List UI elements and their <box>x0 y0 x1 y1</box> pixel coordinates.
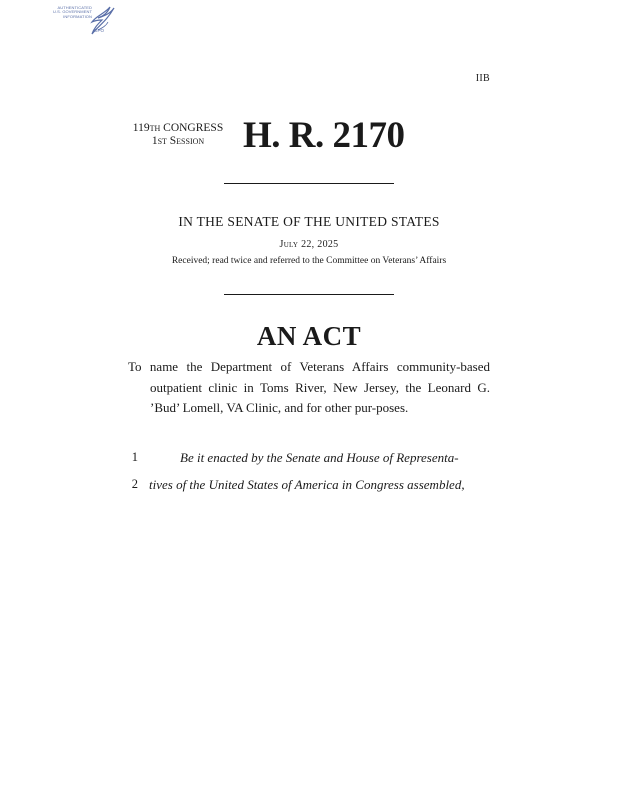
seal-line: INFORMATION <box>63 13 92 19</box>
seal-line: U.S. GOVERNMENT <box>52 9 92 15</box>
enacting-clause-line: Be it enacted by the Senate and House of Representa- <box>180 450 459 465</box>
document-marker: IIB <box>475 73 490 84</box>
gpo-seal <box>52 4 118 36</box>
received-date: July 22, 2025 <box>279 239 339 250</box>
bill-number: H. R. 2170 <box>243 115 405 156</box>
act-heading: AN ACT <box>256 321 362 351</box>
line-number: 2 <box>131 477 138 491</box>
divider-rule <box>224 183 394 184</box>
session-label: 1st Session <box>151 135 205 147</box>
seal-text <box>32 6 92 19</box>
divider-rule <box>224 294 394 295</box>
referral-action: Received; read twice and referred to the Committee on Veterans’ Affairs <box>171 256 447 266</box>
senate-heading: IN THE SENATE OF THE UNITED STATES <box>178 214 440 229</box>
seal-line: AUTHENTICATED <box>57 5 92 10</box>
eagle-icon <box>88 4 118 36</box>
enacting-clause-line: tives of the United States of America in Congress assembled, <box>149 477 465 492</box>
seal-gpo-label: GPO <box>93 28 104 33</box>
congress-number: 119th CONGRESS <box>132 122 224 134</box>
line-number: 1 <box>131 450 138 464</box>
bill-title: To name the Department of Veterans Affairs community-based outpatient clinic in Toms River, New Jersey, the Leonard G. ’Bud’ Lomell, VA Clinic, and for other pur-poses. <box>128 359 490 416</box>
congress-session <box>118 122 238 148</box>
